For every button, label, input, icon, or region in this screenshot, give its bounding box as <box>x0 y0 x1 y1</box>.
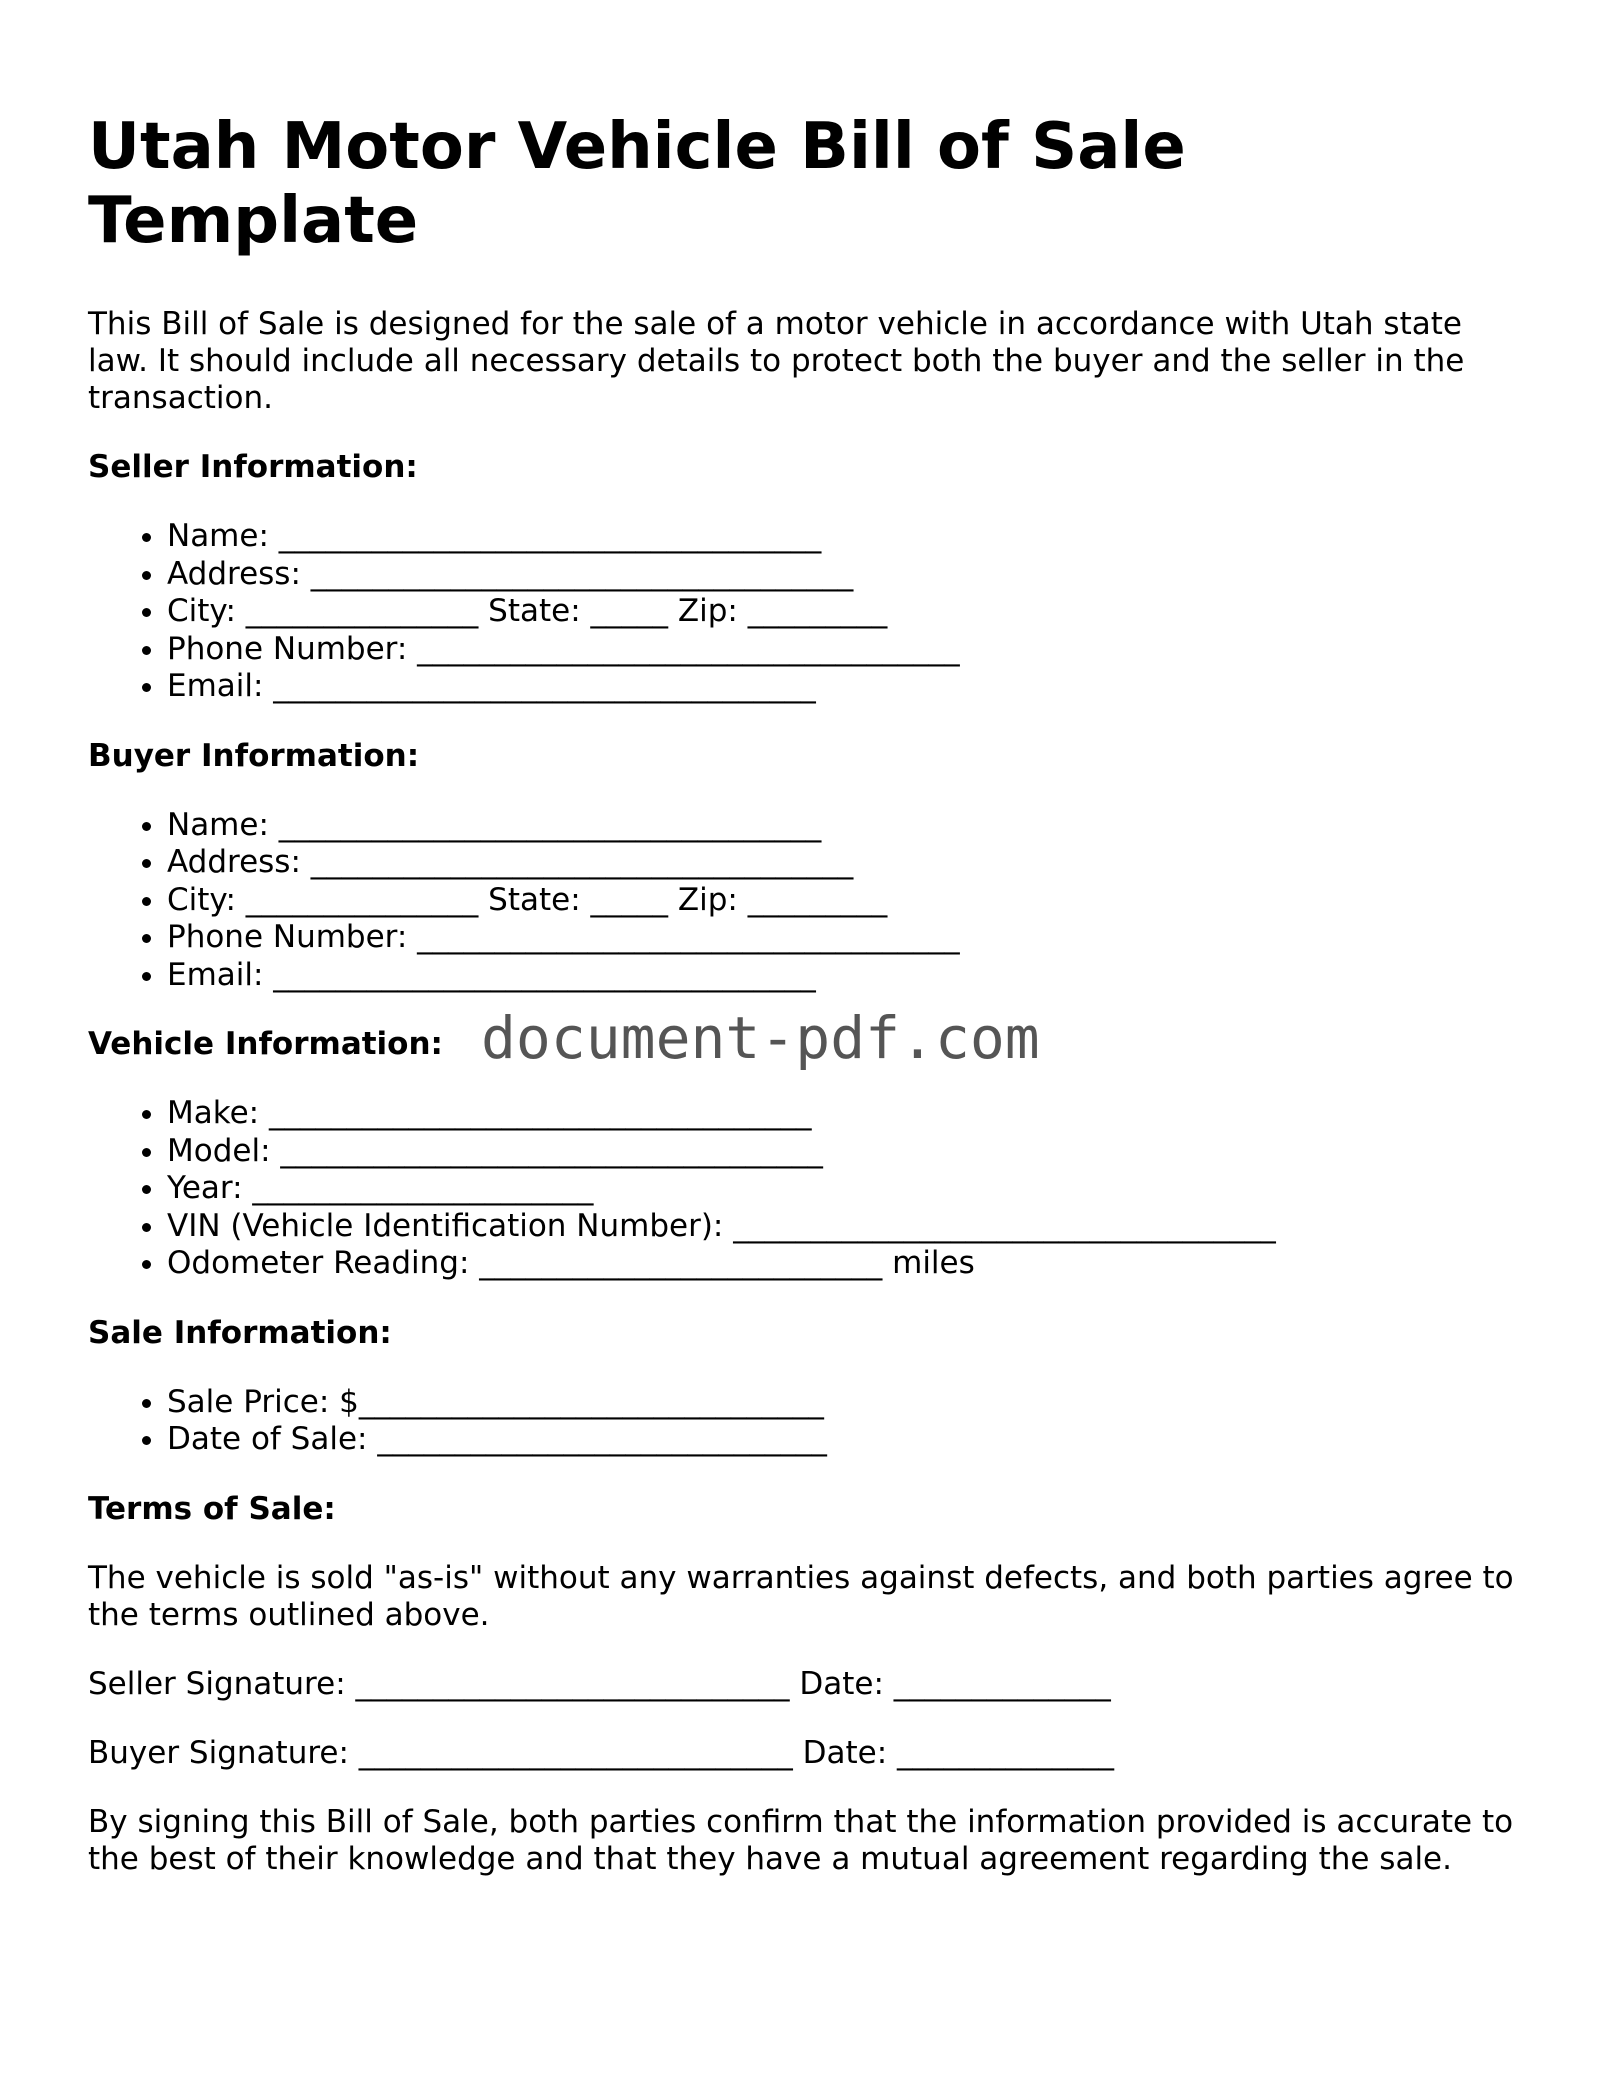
buyer-address-field[interactable]: • Address: ___________________________________ <box>167 844 1528 882</box>
buyer-section-heading: Buyer Information: <box>88 737 420 774</box>
vehicle-model-field[interactable]: • Model: ___________________________________ <box>167 1133 1528 1171</box>
vehicle-odometer-field[interactable]: • Odometer Reading: __________________________ miles <box>167 1245 1528 1283</box>
vehicle-info-list <box>88 1095 1528 1283</box>
vehicle-section-heading: Vehicle Information: <box>88 1026 443 1062</box>
seller-address-field[interactable]: • Address: ___________________________________ <box>167 556 1528 594</box>
buyer-phone-field[interactable]: • Phone Number: ___________________________________ <box>167 919 1528 957</box>
vehicle-year-field[interactable]: • Year: ______________________ <box>167 1170 1528 1208</box>
seller-email-field[interactable]: • Email: ___________________________________ <box>167 668 1528 706</box>
buyer-signature-line[interactable]: Buyer Signature: ____________________________ Date: ______________ <box>88 1734 1115 1771</box>
sale-price-field[interactable]: • Sale Price: $______________________________ <box>167 1384 1528 1422</box>
vehicle-make-field[interactable]: • Make: ___________________________________ <box>167 1095 1528 1133</box>
terms-paragraph: The vehicle is sold "as-is" without any warranties against defects, and both parties agree to the terms outlined above. <box>88 1559 1514 1633</box>
document-page <box>88 110 1528 1910</box>
closing-paragraph: By signing this Bill of Sale, both parties confirm that the information provided is accurate to the best of their knowledge and that they have a mutual agreement regarding the sale. <box>88 1803 1514 1877</box>
intro-paragraph: This Bill of Sale is designed for the sale of a motor vehicle in accordance with Utah state law. It should include all necessary details to protect both the buyer and the seller in the transaction. <box>88 306 1465 416</box>
sale-date-field[interactable]: • Date of Sale: _____________________________ <box>167 1421 1528 1459</box>
page-title: Utah Motor Vehicle Bill of Sale Template <box>88 110 1186 258</box>
seller-phone-field[interactable]: • Phone Number: ___________________________________ <box>167 631 1528 669</box>
buyer-email-field[interactable]: • Email: ___________________________________ <box>167 957 1528 995</box>
seller-section-heading: Seller Information: <box>88 449 418 485</box>
sale-section-heading: Sale Information: <box>88 1314 392 1351</box>
sale-info-list <box>88 1384 1528 1459</box>
vehicle-vin-field[interactable]: • VIN (Vehicle Identification Number): ___________________________________ <box>167 1208 1528 1246</box>
buyer-info-list <box>88 807 1528 995</box>
vehicle-heading-row <box>88 1004 1528 1072</box>
seller-name-field[interactable]: • Name: ___________________________________ <box>167 518 1528 556</box>
seller-info-list <box>88 518 1528 706</box>
seller-signature-line[interactable]: Seller Signature: ____________________________ Date: ______________ <box>88 1665 1111 1702</box>
terms-section-heading: Terms of Sale: <box>88 1490 336 1527</box>
watermark: document-pdf.com <box>481 1004 1040 1072</box>
seller-city-state-zip-field[interactable]: • City: _______________ State: _____ Zip: _________ <box>167 593 1528 631</box>
buyer-city-state-zip-field[interactable]: • City: _______________ State: _____ Zip: _________ <box>167 882 1528 920</box>
buyer-name-field[interactable]: • Name: ___________________________________ <box>167 807 1528 845</box>
